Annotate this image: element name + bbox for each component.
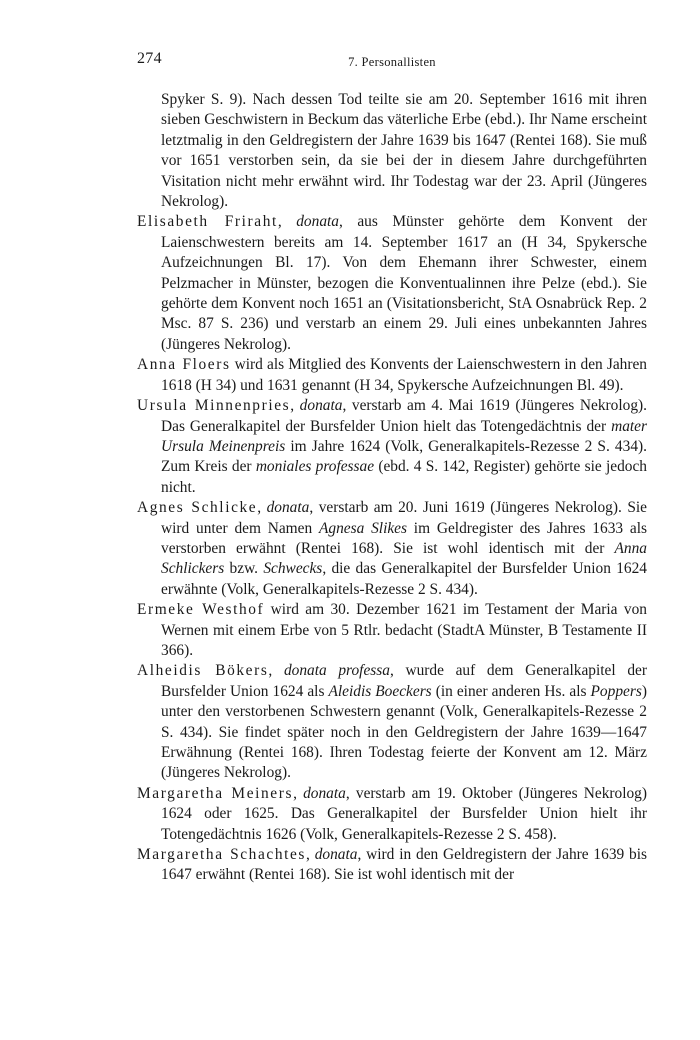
entry-text: bzw.: [224, 560, 264, 578]
entry-text: ,: [306, 846, 315, 864]
entry-text: , verstarb am 19. Oktober (Jüngeres Nekrolog) 1624 oder 1625. Das Generalkapitel der Bursfelder Union hielt ihr Totengedächtnis 1626 (Volk, Generalkapitels-Rezesse 2 S. 458).: [161, 784, 647, 843]
person-entry: [137, 661, 647, 783]
entry-text: im Jahre 1624 (Volk, Generalkapitels-Rezesse 2 S. 434). Zum Kreis der: [161, 437, 647, 476]
entry-text: ,: [290, 397, 300, 415]
person-entry: [137, 212, 647, 355]
entry-text: , wurde auf dem Generalkapitel der Bursfelder Union 1624 als: [161, 662, 647, 700]
person-entry: [137, 845, 647, 886]
entry-text: wird am 30. Dezember 1621 im Testament der Maria von Wernen mit einem Erbe von 5 Rtlr. bedacht (StadtA Münster, B Testamente II 366).: [161, 601, 647, 659]
entry-text: ,: [257, 499, 267, 517]
person-entry: [137, 498, 647, 600]
italic-term: donata: [314, 846, 358, 864]
entry-text: , aus Münster gehörte dem Konvent der Laienschwestern bereits am 14. September 1617 an (H 34, Spykersche Aufzeichnungen Bl. 17). Von dem Ehemann ihrer Schwester, einem Pelzmacher in Münster, bezogen die Konventualinnen ihre Pelze (ebd.). Sie gehörte dem Konvent noch 1651 an (Visitationsbericht, StA Osnabrück Rep. 2 Msc. 87 S. 236) und verstarb an einem 29. Juli eines unbekannten Jahres (Jüngeres Nekrolog).: [161, 213, 647, 353]
italic-term: Agnesa Slikes: [318, 519, 407, 537]
entry-text: wird als Mitglied des Konvents der Laienschwestern in den Jahren 1618 (H 34) und 1631 genannt (H 34, Spykersche Aufzeichnungen Bl. 49).: [161, 356, 648, 394]
italic-term: donata: [299, 397, 343, 415]
italic-term: moniales professae: [255, 458, 375, 476]
italic-term: Schwecks: [263, 560, 323, 578]
person-name: Elisabeth Friraht: [137, 213, 278, 231]
person-entry: [137, 784, 647, 845]
entry-text: im Geldregister des Jahres 1633 als verstorben erwähnt (Rentei 168). Sie ist wohl identisch mit der: [161, 519, 647, 557]
person-entry: [137, 355, 647, 396]
italic-term: Poppers: [590, 682, 642, 700]
person-name: Margaretha Schachtes: [137, 846, 307, 864]
italic-term: donata: [303, 784, 346, 802]
entry-text: (in einer anderen Hs. als: [431, 682, 591, 700]
entry-text: ) unter den verstorbenen Schwestern genannt (Volk, Generalkapitels-Rezesse 2 S. 434). Sie findet später noch in den Geldregistern der Jahre 1639—1647 Erwähnung (Rentei 168). Ihren Todestag feierte der Konvent am 12. März (Jüngeres Nekrolog).: [161, 682, 647, 782]
person-name: Alheidis Bökers: [137, 662, 269, 680]
entry-text: ,: [293, 784, 304, 802]
person-name: Ermeke Westhof: [137, 601, 265, 619]
person-entry: [137, 600, 647, 661]
entry-text: , wird in den Geldregistern der Jahre 1639 bis 1647 erwähnt (Rentei 168). Sie ist wohl identisch mit der: [161, 846, 647, 884]
entry-text: ,: [277, 213, 297, 231]
text-block: [137, 90, 647, 886]
italic-term: donata: [296, 213, 339, 231]
entry-text: , verstarb am 20. Juni 1619 (Jüngeres Nekrolog). Sie wird unter dem Namen: [161, 499, 648, 537]
person-name: Margaretha Meiners: [137, 784, 294, 802]
italic-term: donata: [266, 499, 310, 517]
person-name: Anna Floers: [137, 356, 231, 374]
running-head: 7. Personallisten: [348, 55, 436, 69]
person-entry: [137, 396, 647, 498]
entry-text: , verstarb am 4. Mai 1619 (Jüngeres Nekrolog). Das Generalkapitel der Bursfelder Union hielt das Totengedächtnis der: [161, 397, 647, 435]
italic-term: Anna Schlickers: [161, 539, 647, 578]
italic-term: Aleidis Boeckers: [328, 682, 432, 700]
continued-entry: [137, 90, 647, 212]
page-number: 274: [137, 50, 162, 67]
entry-text: , die das Generalkapitel der Bursfelder Union 1624 erwähnte (Volk, Generalkapitels-Rezesse 2 S. 434).: [161, 560, 647, 598]
entry-text: ,: [268, 662, 284, 680]
person-name: Ursula Minnenpries: [137, 397, 291, 415]
italic-term: donata professa: [283, 662, 390, 680]
entry-text: Spyker S. 9). Nach dessen Tod teilte sie am 20. September 1616 mit ihren sieben Geschwistern in Beckum das väterliche Erbe (ebd.). Ihr Name erscheint letztmalig in den Geldregistern der Jahre 1639 bis 1647 (Rentei 168). Sie muß vor 1651 verstorben sein, da sie bei der in diesem Jahre durchgeführten Visitation nicht mehr erwähnt wird. Ihr Todestag war der 23. April (Jüngeres Nekrolog).: [161, 91, 647, 211]
italic-term: mater Ursula Meinenpreis: [161, 417, 647, 455]
person-name: Agnes Schlicke: [137, 499, 258, 517]
entry-text: (ebd. 4 S. 142, Register) gehörte sie jedoch nicht.: [161, 458, 647, 496]
